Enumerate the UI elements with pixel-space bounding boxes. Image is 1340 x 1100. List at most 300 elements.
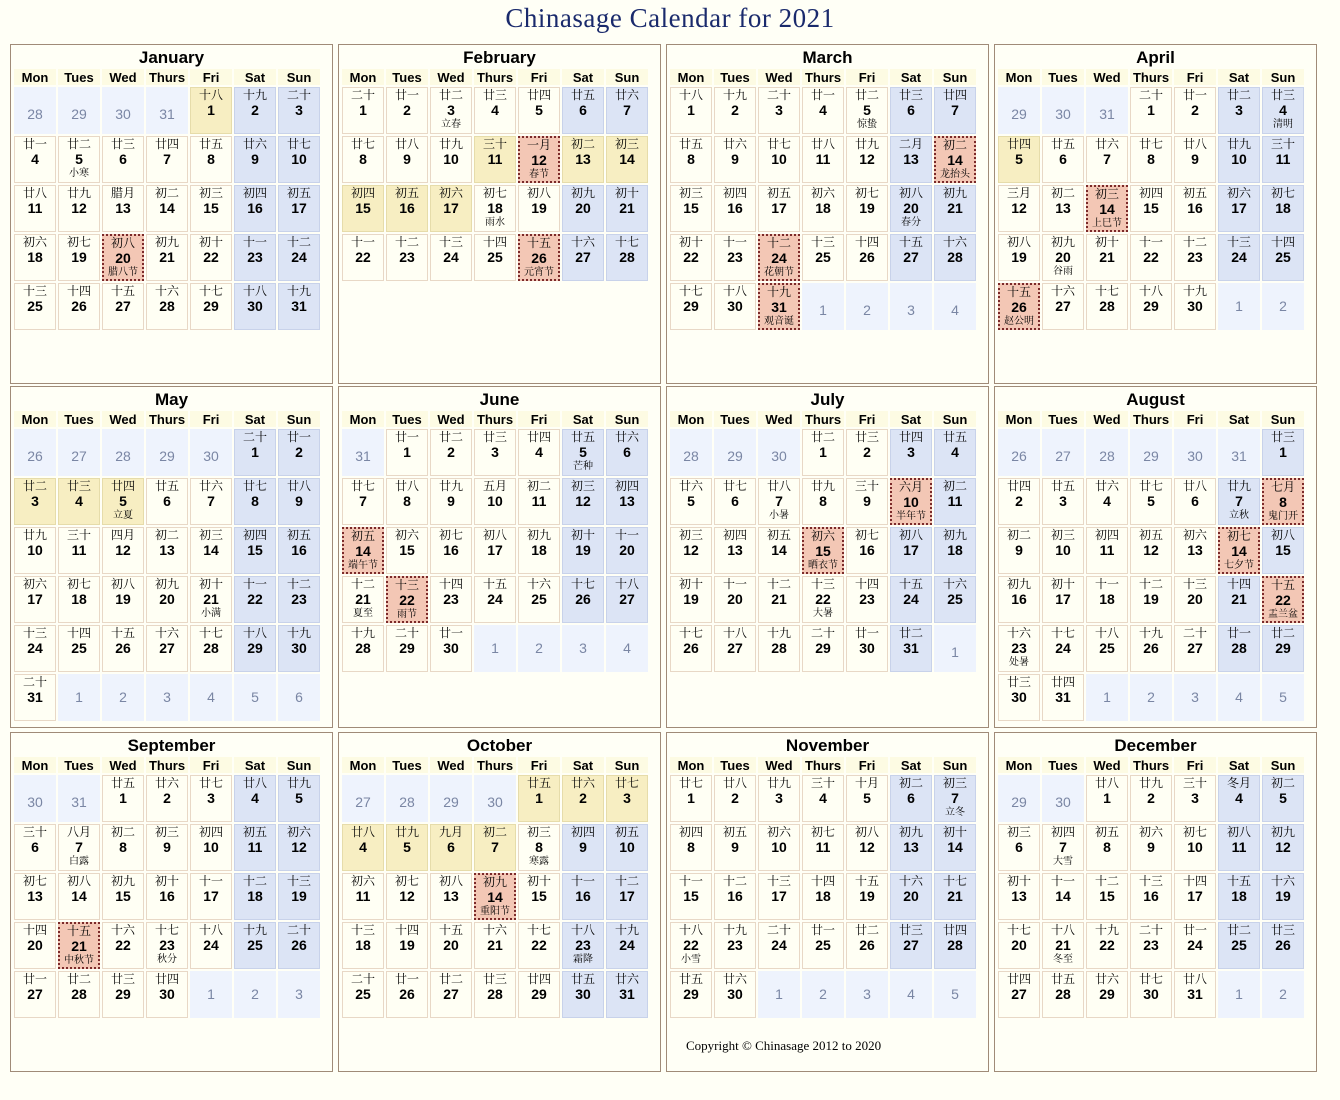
day-cell	[998, 824, 1040, 871]
solar-date: 18	[947, 542, 963, 558]
solar-date: 1	[535, 790, 543, 806]
solar-date: 10	[771, 839, 787, 855]
solar-date: 2	[1147, 790, 1155, 806]
day-cell	[802, 625, 844, 672]
month-panel	[666, 732, 989, 1072]
festival-label: 春节	[529, 169, 549, 180]
week-row	[342, 922, 648, 969]
day-cell	[1218, 185, 1260, 232]
month-name: November	[785, 736, 870, 755]
solar-date: 3	[1059, 493, 1067, 509]
day-cell	[998, 971, 1040, 1018]
lunar-date: 十六	[1050, 284, 1075, 298]
day-cell	[430, 234, 472, 281]
day-cell	[758, 625, 800, 672]
solar-date: 29	[247, 640, 263, 656]
day-cell	[802, 775, 844, 822]
week-row	[14, 775, 320, 822]
day-cell	[562, 922, 604, 969]
day-cell	[1042, 922, 1084, 969]
month-table	[668, 67, 978, 332]
solar-date: 7	[623, 102, 631, 118]
day-cell	[386, 527, 428, 574]
lunar-date: 廿一	[1182, 923, 1207, 937]
weekday-header: Sat	[234, 69, 276, 85]
lunar-date: 十五	[66, 924, 91, 938]
lunar-date: 初八	[898, 528, 923, 542]
lunar-date: 十七	[1050, 626, 1075, 640]
festival-day	[518, 234, 560, 281]
day-cell	[1174, 136, 1216, 183]
week-row	[670, 971, 976, 1018]
lunar-date: 初二	[1270, 776, 1295, 790]
lunar-date: 初五	[242, 825, 267, 839]
other-month-day	[102, 87, 144, 134]
solar-date: 16	[291, 542, 307, 558]
solar-date: 24	[27, 640, 43, 656]
lunar-date: 初八	[110, 577, 135, 591]
weekday-header: Tues	[714, 411, 756, 427]
month-table	[12, 755, 322, 1020]
lunar-date: 十九	[722, 923, 747, 937]
other-month-day	[146, 87, 188, 134]
solar-date: 2	[819, 986, 827, 1002]
solar-date: 23	[859, 591, 875, 607]
lunar-date: 初九	[1050, 235, 1075, 249]
week-row	[670, 478, 976, 525]
solar-date: 29	[683, 298, 699, 314]
solar-date: 14	[771, 542, 787, 558]
festival-label: 半年节	[896, 511, 926, 522]
weekday-header: Wed	[430, 757, 472, 773]
day-cell	[190, 527, 232, 574]
solar-date: 20	[1011, 937, 1027, 953]
weekday-header: Wed	[1086, 69, 1128, 85]
day-cell	[846, 87, 888, 134]
lunar-date: 廿五	[678, 972, 703, 986]
lunar-date: 廿七	[350, 137, 375, 151]
lunar-date: 初六	[766, 825, 791, 839]
week-row	[14, 873, 320, 920]
solar-date: 16	[1011, 591, 1027, 607]
solar-date: 1	[1147, 102, 1155, 118]
other-month-day	[146, 429, 188, 476]
solar-date: 2	[163, 790, 171, 806]
solar-date: 24	[619, 937, 635, 953]
day-cell	[190, 922, 232, 969]
solar-date: 13	[575, 151, 591, 167]
solar-date: 26	[1275, 937, 1291, 953]
lunar-date: 十八	[242, 284, 267, 298]
lunar-date: 廿一	[22, 137, 47, 151]
solar-date: 11	[355, 888, 371, 904]
other-month-day	[846, 283, 888, 330]
week-row	[342, 185, 648, 232]
day-cell	[1262, 922, 1304, 969]
lunar-date: 廿七	[350, 479, 375, 493]
solar-date: 7	[951, 102, 959, 118]
solar-date: 6	[447, 839, 455, 855]
lunar-date: 九月	[438, 825, 463, 839]
lunar-date: 十二	[766, 236, 791, 250]
solar-date: 13	[115, 200, 131, 216]
weekday-header: Wed	[102, 411, 144, 427]
lunar-date: 廿一	[394, 88, 419, 102]
solar-date: 5	[75, 151, 83, 167]
solar-date: 30	[291, 640, 307, 656]
lunar-date: 廿二	[854, 88, 879, 102]
solar-date: 3	[295, 102, 303, 118]
solar-date: 20	[115, 250, 131, 266]
weekday-header: Tues	[714, 69, 756, 85]
day-cell	[890, 625, 932, 672]
day-cell	[518, 873, 560, 920]
solar-date: 25	[1231, 937, 1247, 953]
solar-date: 2	[535, 640, 543, 656]
day-cell	[846, 429, 888, 476]
lunar-date: 十九	[1182, 284, 1207, 298]
solar-date: 27	[1055, 448, 1071, 464]
day-cell	[1086, 136, 1128, 183]
solar-date: 3	[1191, 790, 1199, 806]
day-cell	[670, 478, 712, 525]
festival-day	[934, 136, 976, 183]
lunar-date: 初七	[1182, 825, 1207, 839]
week-row	[14, 674, 320, 721]
day-cell	[430, 824, 472, 871]
day-cell	[802, 922, 844, 969]
solar-date: 9	[731, 151, 739, 167]
day-cell	[562, 576, 604, 623]
other-month-day	[714, 429, 756, 476]
day-cell	[102, 873, 144, 920]
solar-date: 27	[903, 937, 919, 953]
solar-date: 1	[687, 102, 695, 118]
lunar-date: 初九	[942, 186, 967, 200]
day-cell	[606, 527, 648, 574]
solar-date: 9	[731, 839, 739, 855]
day-cell	[1262, 185, 1304, 232]
weekday-header: Mon	[670, 69, 712, 85]
day-cell	[1042, 625, 1084, 672]
solar-date: 2	[251, 986, 259, 1002]
solar-term-label: 霜降	[573, 954, 593, 965]
solar-date: 7	[1103, 151, 1111, 167]
other-month-day	[14, 87, 56, 134]
lunar-date: 十四	[854, 577, 879, 591]
other-month-day	[1262, 283, 1304, 330]
lunar-date: 初五	[722, 825, 747, 839]
solar-date: 16	[575, 888, 591, 904]
solar-date: 5	[1147, 493, 1155, 509]
month-table	[12, 67, 322, 332]
lunar-date: 十九	[286, 626, 311, 640]
solar-date: 22	[399, 592, 415, 608]
weekday-header: Wed	[758, 69, 800, 85]
day-cell	[934, 87, 976, 134]
day-cell	[1218, 824, 1260, 871]
day-cell	[342, 625, 384, 672]
lunar-date: 廿六	[1094, 972, 1119, 986]
solar-term-label: 春分	[901, 217, 921, 228]
lunar-date: 廿五	[1050, 972, 1075, 986]
day-cell	[802, 87, 844, 134]
month-name: April	[1136, 48, 1175, 67]
solar-date: 23	[443, 591, 459, 607]
day-cell	[670, 824, 712, 871]
solar-date: 12	[399, 888, 415, 904]
day-cell	[562, 527, 604, 574]
solar-date: 22	[1143, 249, 1159, 265]
solar-term-label: 立夏	[113, 510, 133, 521]
day-cell	[474, 478, 516, 525]
solar-date: 21	[1099, 249, 1115, 265]
other-month-day	[190, 674, 232, 721]
solar-date: 29	[1143, 298, 1159, 314]
day-cell	[1130, 873, 1172, 920]
day-cell	[430, 136, 472, 183]
day-cell	[518, 527, 560, 574]
solar-date: 10	[27, 542, 43, 558]
day-cell	[1174, 234, 1216, 281]
solar-date: 28	[159, 298, 175, 314]
solar-date: 22	[115, 937, 131, 953]
day-cell	[474, 971, 516, 1018]
lunar-date: 初四	[678, 825, 703, 839]
lunar-date: 十一	[722, 235, 747, 249]
weekday-header: Fri	[518, 757, 560, 773]
weekday-header: Sat	[890, 69, 932, 85]
month-table	[996, 67, 1306, 332]
solar-date: 22	[815, 591, 831, 607]
lunar-date: 十六	[942, 577, 967, 591]
month-panel	[10, 44, 333, 384]
solar-date: 11	[815, 151, 831, 167]
lunar-date: 初八	[110, 236, 135, 250]
weekday-header: Fri	[190, 757, 232, 773]
day-cell	[562, 824, 604, 871]
solar-date: 11	[71, 542, 87, 558]
solar-date: 21	[947, 888, 963, 904]
solar-date: 22	[683, 937, 699, 953]
solar-date: 11	[1275, 151, 1291, 167]
solar-date: 17	[1187, 888, 1203, 904]
solar-date: 26	[291, 937, 307, 953]
day-cell	[474, 87, 516, 134]
day-cell	[846, 234, 888, 281]
solar-date: 5	[535, 102, 543, 118]
solar-date: 30	[1055, 106, 1071, 122]
day-cell	[1086, 283, 1128, 330]
lunar-date: 三十	[1270, 137, 1295, 151]
other-month-day	[934, 971, 976, 1018]
lunar-date: 初八	[1006, 235, 1031, 249]
day-cell	[342, 576, 384, 623]
weekday-header: Sun	[606, 757, 648, 773]
day-cell	[562, 234, 604, 281]
solar-date: 27	[727, 640, 743, 656]
solar-date: 8	[119, 839, 127, 855]
day-cell	[890, 87, 932, 134]
solar-date: 25	[71, 640, 87, 656]
solar-date: 12	[291, 839, 307, 855]
solar-date: 7	[359, 493, 367, 509]
lunar-date: 廿三	[898, 923, 923, 937]
day-cell	[758, 478, 800, 525]
solar-date: 11	[531, 493, 547, 509]
lunar-date: 廿二	[1270, 626, 1295, 640]
solar-date: 14	[1231, 543, 1247, 559]
solar-date: 3	[775, 790, 783, 806]
solar-date: 21	[159, 249, 175, 265]
lunar-date: 廿六	[198, 479, 223, 493]
day-cell	[58, 971, 100, 1018]
lunar-date: 初十	[942, 825, 967, 839]
week-row	[14, 478, 320, 525]
solar-date: 2	[731, 102, 739, 118]
lunar-date: 廿三	[110, 137, 135, 151]
lunar-date: 初四	[242, 528, 267, 542]
solar-date: 23	[1011, 640, 1027, 656]
solar-date: 8	[207, 151, 215, 167]
festival-label: 盂兰盆	[1268, 609, 1298, 620]
solar-date: 17	[903, 542, 919, 558]
solar-date: 26	[115, 640, 131, 656]
weekday-header: Wed	[430, 69, 472, 85]
solar-date: 18	[27, 249, 43, 265]
festival-label: 腊八节	[108, 267, 138, 278]
solar-date: 6	[907, 102, 915, 118]
day-cell	[278, 625, 320, 672]
solar-date: 31	[619, 986, 635, 1002]
lunar-date: 十三	[810, 577, 835, 591]
day-cell	[1174, 185, 1216, 232]
solar-date: 7	[163, 151, 171, 167]
other-month-day	[1130, 429, 1172, 476]
lunar-date: 初九	[898, 825, 923, 839]
lunar-date: 廿一	[810, 88, 835, 102]
day-cell	[474, 527, 516, 574]
lunar-date: 十六	[1006, 626, 1031, 640]
weekday-header: Sat	[562, 411, 604, 427]
day-cell	[234, 136, 276, 183]
solar-date: 31	[1187, 986, 1203, 1002]
day-cell	[342, 971, 384, 1018]
month-panel	[666, 44, 989, 384]
other-month-day	[934, 283, 976, 330]
solar-date: 10	[1231, 151, 1247, 167]
lunar-date: 十七	[678, 626, 703, 640]
solar-date: 28	[947, 937, 963, 953]
lunar-date: 十九	[766, 285, 791, 299]
solar-date: 6	[119, 151, 127, 167]
lunar-date: 腊月	[110, 186, 135, 200]
solar-date: 27	[1187, 640, 1203, 656]
lunar-date: 廿四	[1006, 137, 1031, 151]
solar-date: 31	[1099, 106, 1115, 122]
solar-date: 19	[683, 591, 699, 607]
lunar-date: 初十	[570, 528, 595, 542]
day-cell	[890, 824, 932, 871]
solar-date: 1	[1103, 790, 1111, 806]
weekday-header: Tues	[386, 757, 428, 773]
lunar-date: 廿六	[678, 479, 703, 493]
solar-date: 18	[815, 888, 831, 904]
day-cell	[606, 136, 648, 183]
lunar-date: 十一	[570, 874, 595, 888]
solar-date: 2	[1279, 986, 1287, 1002]
solar-date: 1	[819, 302, 827, 318]
lunar-date: 十九	[242, 923, 267, 937]
lunar-date: 三十	[66, 528, 91, 542]
solar-date: 24	[291, 249, 307, 265]
day-cell	[1042, 234, 1084, 281]
solar-date: 24	[903, 591, 919, 607]
weekday-header: Tues	[1042, 411, 1084, 427]
day-cell	[518, 185, 560, 232]
week-row	[998, 234, 1304, 281]
other-month-day	[1262, 674, 1304, 721]
lunar-date: 初十	[678, 235, 703, 249]
solar-date: 30	[771, 448, 787, 464]
solar-date: 7	[775, 493, 783, 509]
day-cell	[102, 478, 144, 525]
solar-date: 28	[619, 249, 635, 265]
day-cell	[102, 824, 144, 871]
lunar-date: 十二	[286, 577, 311, 591]
solar-date: 24	[443, 249, 459, 265]
lunar-date: 廿七	[722, 479, 747, 493]
lunar-date: 初十	[198, 577, 223, 591]
day-cell	[998, 922, 1040, 969]
day-cell	[934, 185, 976, 232]
lunar-date: 廿八	[1094, 776, 1119, 790]
other-month-day	[802, 971, 844, 1018]
day-cell	[846, 527, 888, 574]
solar-date: 14	[355, 543, 371, 559]
solar-date: 21	[771, 591, 787, 607]
lunar-date: 十三	[1138, 874, 1163, 888]
solar-date: 3	[447, 102, 455, 118]
lunar-date: 廿八	[766, 479, 791, 493]
solar-date: 16	[1143, 888, 1159, 904]
week-row	[670, 87, 976, 134]
festival-label: 上巳节	[1092, 218, 1122, 229]
weekday-header: Sat	[1218, 757, 1260, 773]
week-row	[14, 576, 320, 623]
day-cell	[670, 234, 712, 281]
solar-date: 14	[1055, 888, 1071, 904]
solar-date: 28	[27, 106, 43, 122]
day-cell	[890, 136, 932, 183]
day-cell	[146, 185, 188, 232]
solar-date: 8	[687, 839, 695, 855]
day-cell	[278, 775, 320, 822]
lunar-date: 廿三	[1006, 675, 1031, 689]
day-cell	[1174, 971, 1216, 1018]
day-cell	[102, 136, 144, 183]
day-cell	[430, 971, 472, 1018]
day-cell	[714, 87, 756, 134]
lunar-date: 廿八	[1182, 137, 1207, 151]
week-row	[342, 576, 648, 623]
lunar-date: 初四	[1138, 186, 1163, 200]
lunar-date: 十一	[198, 874, 223, 888]
solar-date: 14	[487, 889, 503, 905]
lunar-date: 初四	[242, 186, 267, 200]
week-row	[342, 775, 648, 822]
solar-date: 24	[771, 937, 787, 953]
